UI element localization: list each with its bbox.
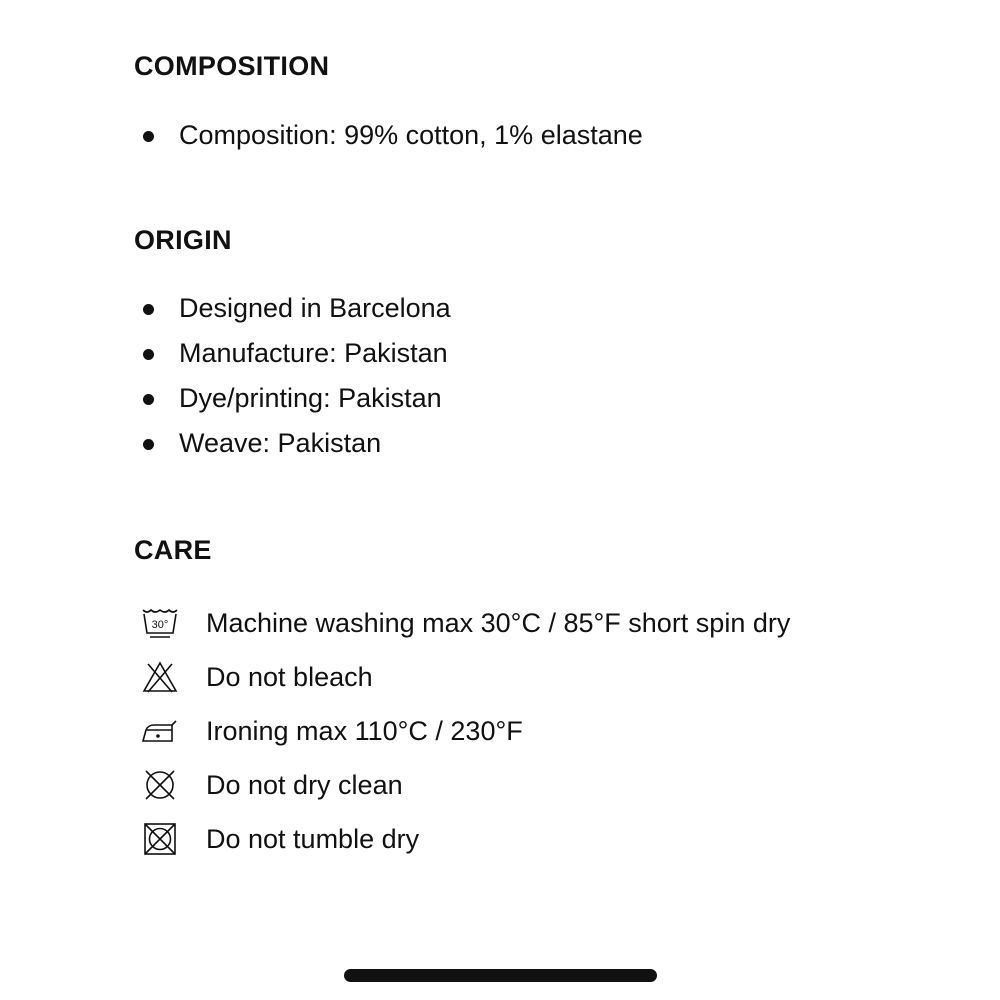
- care-item: [134, 758, 790, 812]
- composition-heading: COMPOSITION: [134, 51, 330, 81]
- care-item-label: Do not tumble dry: [206, 824, 420, 854]
- list-item-label: Manufacture: Pakistan: [179, 338, 448, 368]
- bullet-icon: [143, 349, 154, 360]
- wash-30-icon: [140, 605, 180, 641]
- iron-low-icon: [140, 713, 180, 749]
- bullet-icon: [143, 304, 154, 315]
- care-item-label: Ironing max 110°C / 230°F: [206, 716, 523, 746]
- care-item-label: Machine washing max 30°C / 85°F short spin dry: [206, 608, 791, 638]
- list-item: [134, 286, 451, 331]
- list-item: [134, 113, 643, 158]
- home-indicator[interactable]: [344, 969, 657, 982]
- care-heading: CARE: [134, 535, 212, 565]
- care-item-label: Do not bleach: [206, 662, 373, 692]
- care-item: [134, 596, 790, 650]
- origin-heading: ORIGIN: [134, 225, 232, 255]
- care-item: [134, 812, 790, 866]
- list-item-label: Weave: Pakistan: [179, 428, 382, 458]
- svg-text:30°: 30°: [151, 619, 169, 631]
- list-item-label: Dye/printing: Pakistan: [179, 383, 442, 413]
- care-item: [134, 704, 790, 758]
- bullet-icon: [143, 394, 154, 405]
- origin-list: [134, 286, 451, 466]
- care-item: [134, 650, 790, 704]
- list-item-label: Composition: 99% cotton, 1% elastane: [179, 120, 643, 150]
- care-item-label: Do not dry clean: [206, 770, 403, 800]
- list-item-label: Designed in Barcelona: [179, 293, 451, 323]
- list-item: [134, 376, 451, 421]
- bullet-icon: [143, 439, 154, 450]
- bullet-icon: [143, 131, 154, 142]
- no-tumble-dry-icon: [140, 821, 180, 857]
- list-item: [134, 331, 451, 376]
- list-item: [134, 421, 451, 466]
- no-bleach-icon: [140, 659, 180, 695]
- no-dry-clean-icon: [140, 767, 180, 803]
- composition-list: [134, 113, 643, 158]
- care-list: [134, 596, 790, 866]
